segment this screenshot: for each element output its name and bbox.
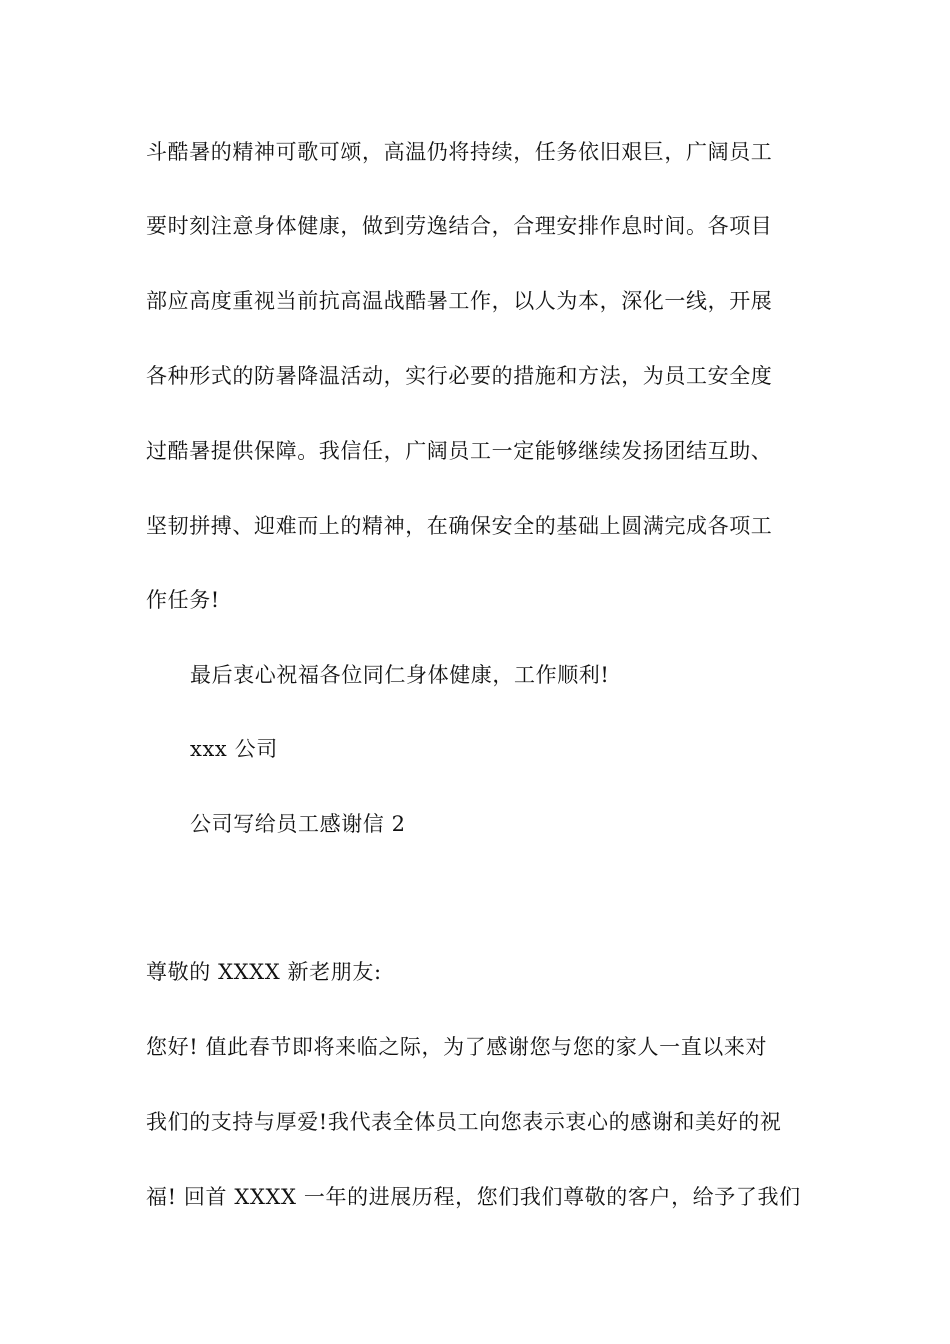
body-text-line: 部应高度重视当前抗高温战酷暑工作，以人为本，深化一线，开展 — [146, 289, 773, 313]
body-text-line: 斗酷暑的精神可歌可颂，高温仍将持续，任务依旧艰巨，广阔员工 — [146, 140, 773, 164]
body-text-line: 各种形式的防暑降温活动，实行必要的措施和方法，为员工安全度 — [146, 364, 773, 388]
salutation: 尊敬的 XXXX 新老朋友: — [146, 960, 382, 984]
body-text-line: 要时刻注意身体健康，做到劳逸结合，合理安排作息时间。各项目 — [146, 214, 773, 238]
closing-wish: 最后衷心祝福各位同仁身体健康，工作顺利! — [190, 663, 610, 687]
body-text-line: 坚韧拼搏、迎难而上的精神，在确保安全的基础上圆满完成各项工 — [146, 514, 773, 538]
letter-title: 公司写给员工感谢信 2 — [190, 812, 406, 836]
body-text-line: 过酷暑提供保障。我信任，广阔员工一定能够继续发扬团结互助、 — [146, 439, 773, 463]
body-text-line: 您好! 值此春节即将来临之际，为了感谢您与您的家人一直以来对 — [146, 1035, 768, 1059]
body-text-line: 作任务! — [146, 588, 220, 612]
body-text-line: 福! 回首 XXXX 一年的进展历程，您们我们尊敬的客户，给予了我们 — [146, 1185, 801, 1209]
body-text-line: 我们的支持与厚爱!我代表全体员工向您表示衷心的感谢和美好的祝 — [146, 1110, 782, 1134]
company-signature: xxx 公司 — [190, 737, 278, 761]
